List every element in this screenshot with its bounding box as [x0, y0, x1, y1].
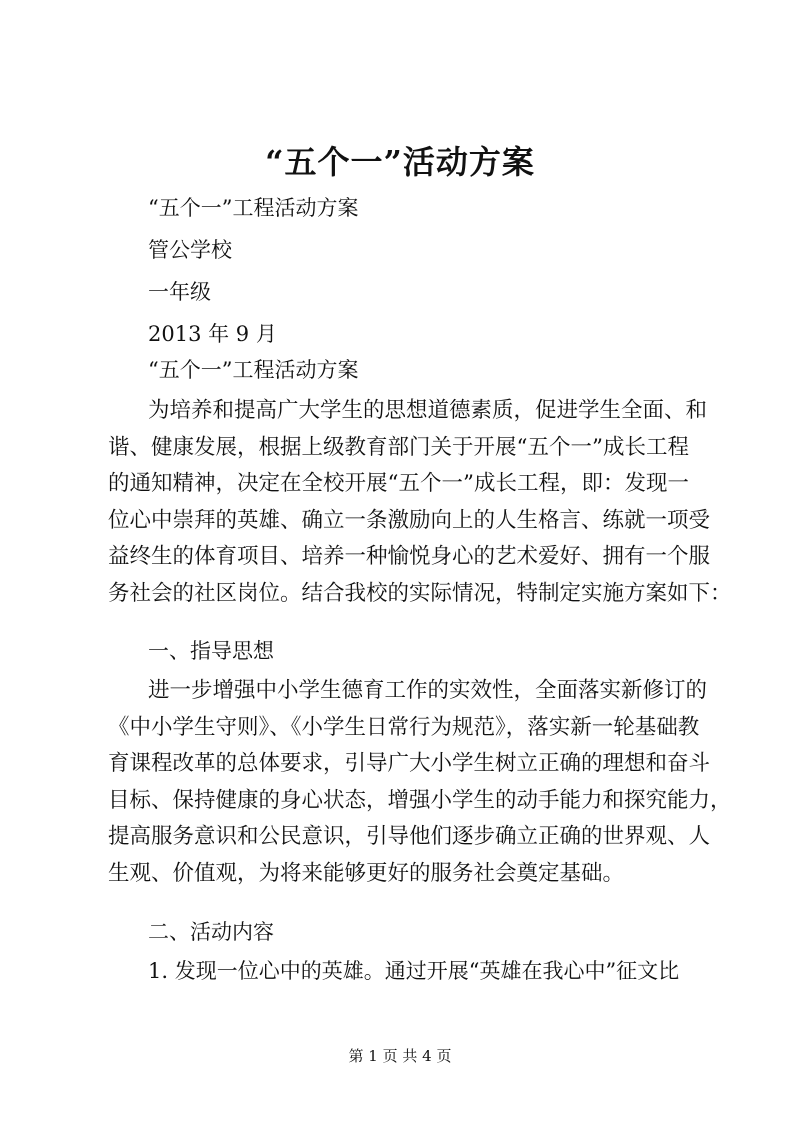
- grade-line: 一年级: [148, 280, 211, 304]
- date-line: 2013 年 9 月: [148, 322, 277, 346]
- intro-line: 为培养和提高广大学生的思想道德素质，促进学生全面、和: [148, 398, 708, 423]
- intro-line: 务社会的社区岗位。结合我校的实际情况，特制定实施方案如下：: [108, 580, 732, 606]
- section1-paragraph: [108, 673, 732, 892]
- section1-line: 生观、价值观，为将来能够更好的服务社会奠定基础。: [108, 860, 625, 886]
- intro-line: 的通知精神，决定在全校开展“五个一”成长工程，即：发现一: [108, 471, 689, 496]
- section1-line: 《中小学生守则》、《小学生日常行为规范》，落实新一轮基础教: [108, 714, 700, 740]
- intro-line: 位心中崇拜的英雄、确立一条激励向上的人生格言、练就一项受: [108, 507, 711, 533]
- school-name: 管公学校: [148, 238, 232, 262]
- document-title: “五个一”活动方案: [265, 143, 535, 181]
- section1-line: 目标、保持健康的身心状态，增强小学生的动手能力和探究能力，: [108, 787, 732, 813]
- section2-heading: 二、活动内容: [148, 920, 274, 944]
- section1-heading: 一、指导思想: [148, 639, 274, 663]
- intro-paragraph: [108, 393, 732, 612]
- intro-line: 益终生的体育项目、培养一种愉悦身心的艺术爱好、拥有一个服: [108, 544, 711, 569]
- subtitle-line: “五个一”工程活动方案: [148, 196, 359, 220]
- section2-item: 1. 发现一位心中的英雄。通过开展“英雄在我心中”征文比: [148, 959, 680, 983]
- section1-line: 育课程改革的总体要求，引导广大小学生树立正确的理想和奋斗: [108, 751, 711, 776]
- subtitle-repeat-line: “五个一”工程活动方案: [148, 358, 359, 382]
- page-footer: 第 1 页 共 4 页: [348, 1047, 452, 1065]
- intro-line: 谐、健康发展，根据上级教育部门关于开展“五个一”成长工程: [108, 434, 689, 460]
- section1-line: 进一步增强中小学生德育工作的实效性，全面落实新修订的: [148, 678, 708, 703]
- section1-line: 提高服务意识和公民意识，引导他们逐步确立正确的世界观、人: [108, 824, 711, 849]
